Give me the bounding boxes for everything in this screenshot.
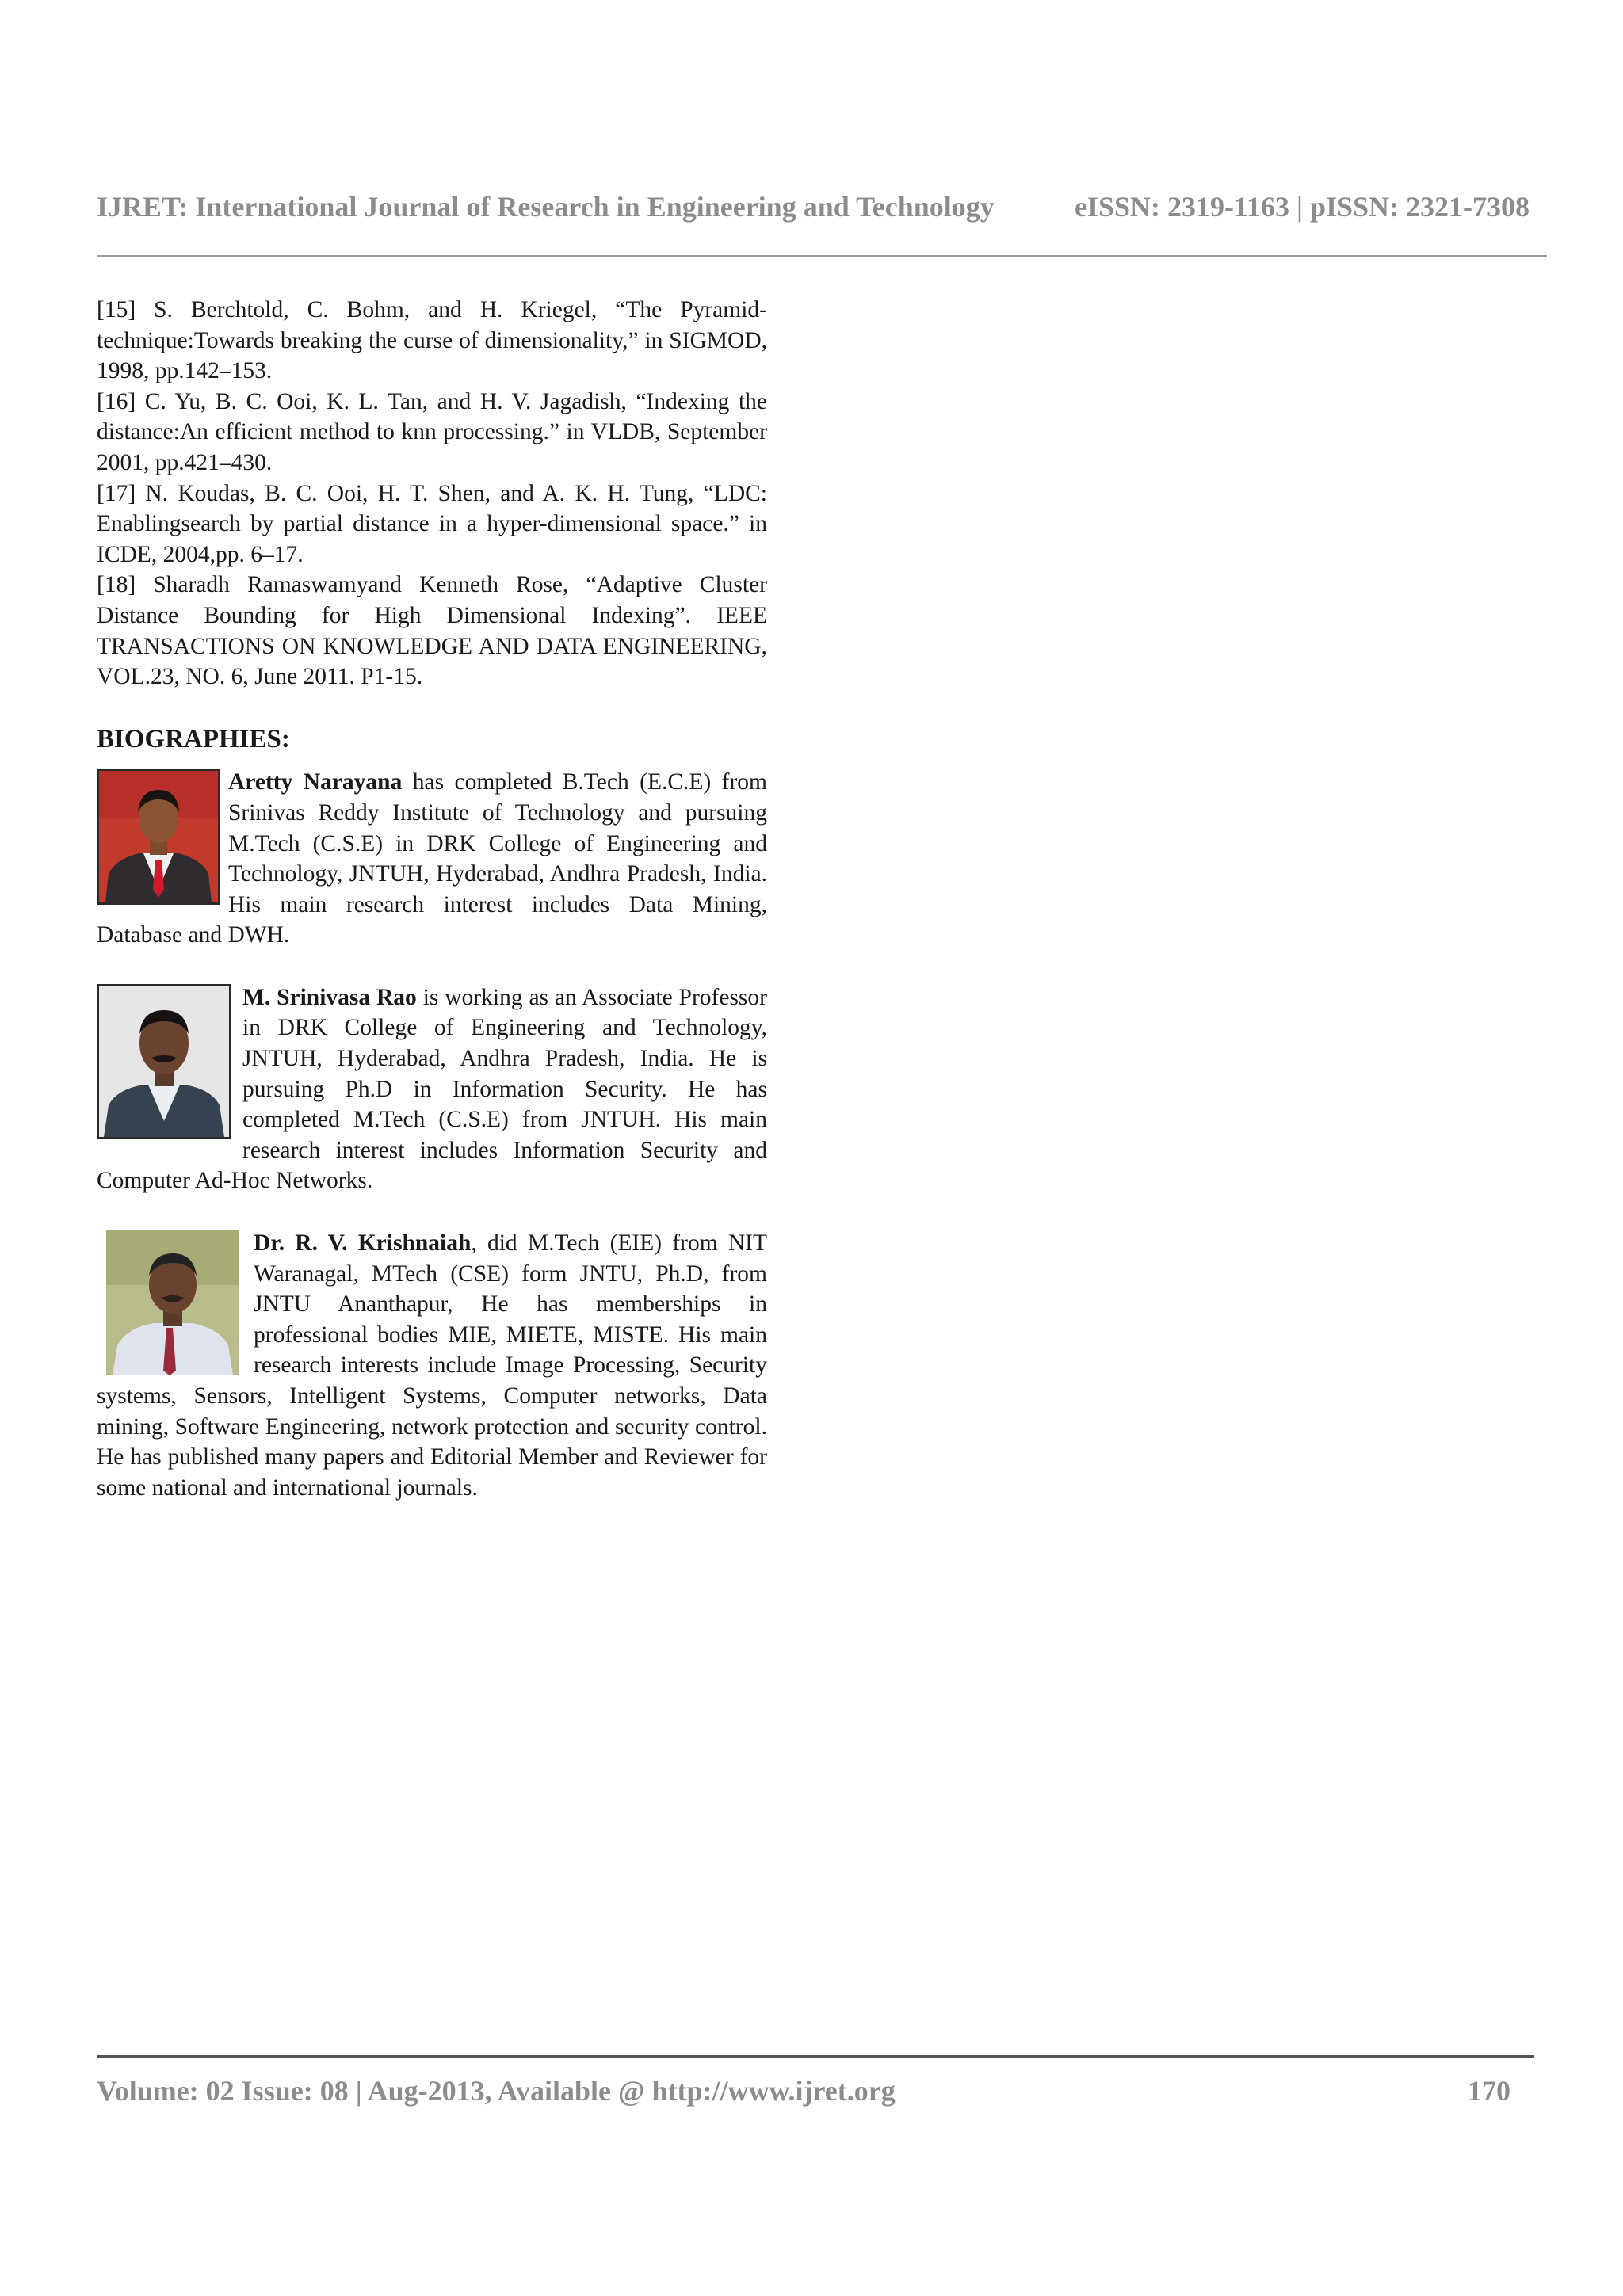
author-photo-srinivasa-rao (97, 984, 231, 1139)
bio-text-krishnaiah: , did M.Tech (EIE) from NIT Waranagal, MTech (CSE) form JNTU, Ph.D, from JNTU Ananthapur, He has memberships in professional bodies MIE, MIETE, MISTE. His main research interests include Image Processing, Security systems, Sensors, Intelligent Systems, Computer networks, Data mining, Software Engineering, network protection and security control. He has published many papers and Editorial Member and Reviewer for some national and international journals. (97, 1230, 767, 1501)
bio-name-krishnaiah: Dr. R. V. Krishnaiah (254, 1230, 472, 1257)
journal-title: IJRET: International Journal of Research in Engineering and Technology (97, 191, 995, 223)
bio-text-srinivasa-rao: is working as an Associate Professor in DRK College of Engineering and Technology, JNTUH, Hyderabad, Andhra Pradesh, India. He is pursuing Ph.D in Information Security. He has completed M.Tech (C.S.E) from JNTUH. His main research interest includes Information Security and Computer Ad-Hoc Networks. (97, 984, 767, 1194)
header-divider (97, 255, 1547, 257)
biography-narayana (97, 767, 767, 951)
biography-srinivasa-rao (97, 982, 767, 1196)
author-photo-krishnaiah (106, 1230, 239, 1375)
bio-name-srinivasa-rao: M. Srinivasa Rao (242, 984, 417, 1010)
bio-name-narayana: Aretty Narayana (228, 769, 403, 795)
bio-text-narayana: has completed B.Tech (E.C.E) from Srinivas Reddy Institute of Technology and pursuing M.Tech (C.S.E) in DRK College of Engineering and Technology, JNTUH, Hyderabad, Andhra Pradesh, India. His main research interest includes Data Mining, Database and DWH. (97, 769, 767, 948)
author-photo-narayana (97, 769, 220, 905)
references-list (97, 295, 767, 692)
running-footer (97, 2074, 1510, 2107)
reference-18: [18] Sharadh Ramaswamyand Kenneth Rose, “Adaptive Cluster Distance Bounding for High Dimensional Indexing”. IEEE TRANSACTIONS ON KNOWLEDGE AND DATA ENGINEERING, VOL.23, NO. 6, June 2011. P1-15. (97, 572, 767, 690)
page-number: 170 (1468, 2075, 1510, 2107)
footer-divider (97, 2055, 1534, 2058)
volume-info: Volume: 02 Issue: 08 | Aug-2013, Available @ http://www.ijret.org (97, 2075, 896, 2107)
biography-krishnaiah (97, 1228, 767, 1503)
reference-17: [17] N. Koudas, B. C. Ooi, H. T. Shen, and A. K. H. Tung, “LDC: Enablingsearch by partial distance in a hyper-dimensional space.” in ICDE, 2004,pp. 6–17. (97, 480, 767, 567)
reference-16: [16] C. Yu, B. C. Ooi, K. L. Tan, and H. V. Jagadish, “Indexing the distance:An efficient method to knn processing.” in VLDB, September 2001, pp.421–430. (97, 388, 767, 475)
left-column (97, 295, 767, 1503)
reference-15: [15] S. Berchtold, C. Bohm, and H. Kriegel, “The Pyramid-technique:Towards breaking the curse of dimensionality,” in SIGMOD, 1998, pp.142–153. (97, 297, 767, 384)
issn-info: eISSN: 2319-1163 | pISSN: 2321-7308 (1075, 191, 1529, 223)
biographies-heading: BIOGRAPHIES: (97, 724, 290, 753)
running-header (97, 190, 1529, 223)
